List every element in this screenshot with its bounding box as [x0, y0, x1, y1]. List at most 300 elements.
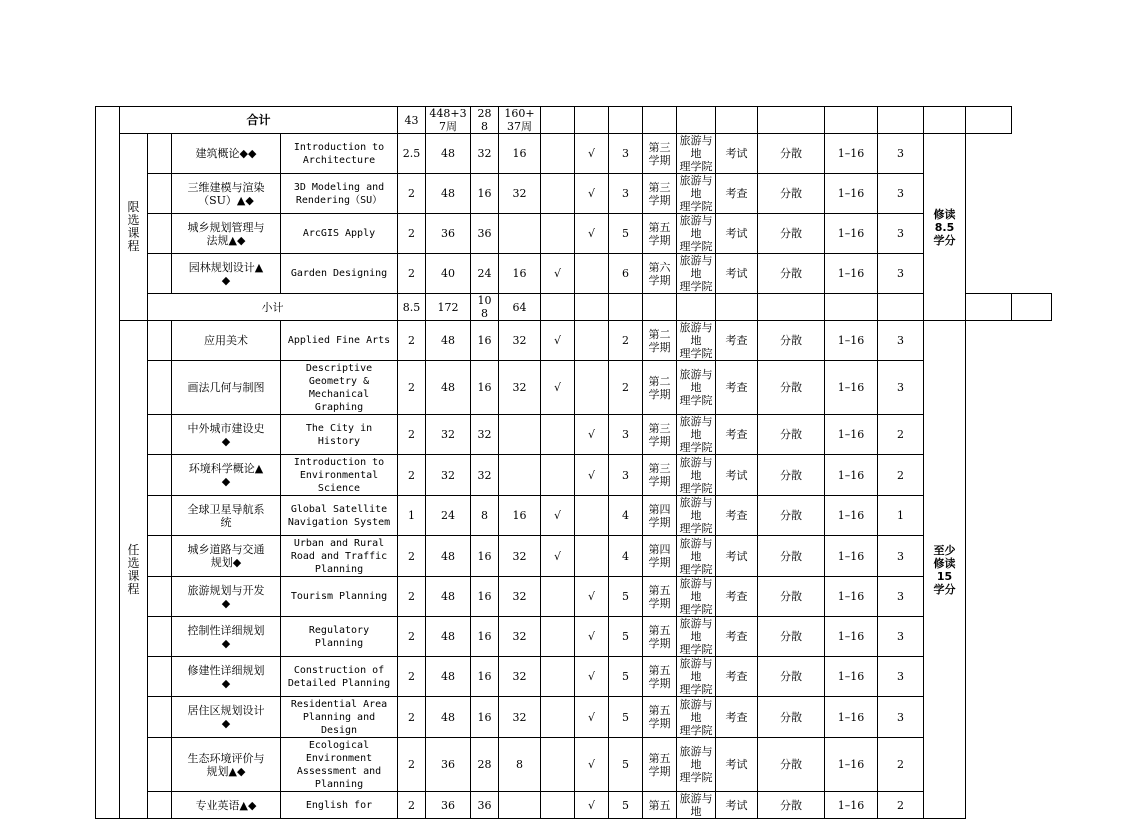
- course-week-count: 3: [878, 577, 924, 617]
- course-assessment: 考试: [716, 134, 758, 174]
- course-term: 第四 学期: [643, 536, 677, 577]
- course-credits: 2: [398, 174, 426, 214]
- empty-cell: [825, 294, 878, 321]
- course-department: 旅游与地 理学院: [677, 496, 716, 536]
- course-assessment: 考查: [716, 174, 758, 214]
- empty-cell: [609, 107, 643, 134]
- course-term: 第三 学期: [643, 174, 677, 214]
- course-name: 修建性详细规划 ◆: [172, 657, 281, 697]
- course-assessment: 考查: [716, 657, 758, 697]
- course-department: 旅游与地 理学院: [677, 697, 716, 738]
- check-mark-1: [541, 792, 575, 819]
- course-row: [96, 536, 1052, 577]
- course-hours: 48: [426, 174, 471, 214]
- course-week-count: 3: [878, 174, 924, 214]
- course-credits: 2: [398, 361, 426, 415]
- course-weekly-hours: 3: [609, 174, 643, 214]
- empty-cell: [609, 294, 643, 321]
- empty-cell: [643, 107, 677, 134]
- curriculum-table: [95, 106, 1052, 819]
- course-practice-hours: 32: [499, 361, 541, 415]
- check-mark-1: [541, 174, 575, 214]
- course-term: 第五: [643, 792, 677, 819]
- course-department: 旅游与地 理学院: [677, 415, 716, 455]
- course-assessment: 考查: [716, 321, 758, 361]
- course-index-cell: [148, 455, 172, 496]
- course-department: 旅游与地 理学院: [677, 657, 716, 697]
- course-hours: 48: [426, 321, 471, 361]
- course-department: 旅游与地 理学院: [677, 134, 716, 174]
- empty-cell: [575, 294, 609, 321]
- course-department: 旅游与地 理学院: [677, 738, 716, 792]
- course-department: 旅游与地 理学院: [677, 536, 716, 577]
- course-assessment: 考试: [716, 536, 758, 577]
- curriculum-sheet: [95, 106, 1052, 819]
- course-assessment: 考查: [716, 577, 758, 617]
- empty-cell: [677, 107, 716, 134]
- course-mode: 分散: [758, 174, 825, 214]
- course-index-cell: [148, 657, 172, 697]
- course-english-name: Urban and Rural Road and Traffic Planning: [281, 536, 398, 577]
- course-hours: 48: [426, 697, 471, 738]
- course-credits: 1: [398, 496, 426, 536]
- course-row: [96, 455, 1052, 496]
- course-week-count: 2: [878, 455, 924, 496]
- course-row: [96, 361, 1052, 415]
- course-assessment: 考查: [716, 496, 758, 536]
- course-week-span: 1–16: [825, 361, 878, 415]
- course-week-span: 1–16: [825, 792, 878, 819]
- course-department: 旅游与地 理学院: [677, 617, 716, 657]
- course-mode: 分散: [758, 792, 825, 819]
- subtotal-row: [96, 294, 1052, 321]
- empty-cell: [758, 107, 825, 134]
- empty-cell: [716, 294, 758, 321]
- course-week-count: 3: [878, 657, 924, 697]
- course-lecture-hours: 16: [471, 321, 499, 361]
- empty-cell: [825, 107, 878, 134]
- course-credits: 2: [398, 738, 426, 792]
- course-name: 建筑概论◆◆: [172, 134, 281, 174]
- course-term: 第五 学期: [643, 697, 677, 738]
- course-mode: 分散: [758, 738, 825, 792]
- course-weekly-hours: 4: [609, 536, 643, 577]
- course-department: 旅游与地 理学院: [677, 321, 716, 361]
- course-english-name: Regulatory Planning: [281, 617, 398, 657]
- course-hours: 40: [426, 254, 471, 294]
- course-mode: 分散: [758, 361, 825, 415]
- course-mode: 分散: [758, 536, 825, 577]
- course-week-count: 3: [878, 254, 924, 294]
- check-mark-2: √: [575, 415, 609, 455]
- empty-cell: [878, 294, 924, 321]
- course-term: 第五 学期: [643, 738, 677, 792]
- course-hours: 48: [426, 361, 471, 415]
- empty-cell: [1012, 294, 1052, 321]
- course-week-count: 3: [878, 361, 924, 415]
- course-lecture-hours: 16: [471, 657, 499, 697]
- course-week-count: 3: [878, 214, 924, 254]
- course-index-cell: [148, 415, 172, 455]
- subtotal-lecture: 10 8: [471, 294, 499, 321]
- course-row: [96, 792, 1052, 819]
- course-assessment: 考试: [716, 254, 758, 294]
- course-mode: 分散: [758, 214, 825, 254]
- course-department: 旅游与地 理学院: [677, 577, 716, 617]
- course-name: 生态环境评价与 规划▲◆: [172, 738, 281, 792]
- course-hours: 24: [426, 496, 471, 536]
- check-mark-1: [541, 697, 575, 738]
- course-assessment: 考试: [716, 455, 758, 496]
- course-week-count: 3: [878, 321, 924, 361]
- course-lecture-hours: 16: [471, 361, 499, 415]
- course-name: 环境科学概论▲ ◆: [172, 455, 281, 496]
- total-lecture: 28 8: [471, 107, 499, 134]
- course-english-name: Global Satellite Navigation System: [281, 496, 398, 536]
- check-mark-1: [541, 415, 575, 455]
- course-credits: 2: [398, 577, 426, 617]
- course-index-cell: [148, 617, 172, 657]
- course-name: 中外城市建设史 ◆: [172, 415, 281, 455]
- check-mark-2: √: [575, 697, 609, 738]
- course-index-cell: [148, 174, 172, 214]
- course-name: 三维建模与渲染 （SU）▲◆: [172, 174, 281, 214]
- course-english-name: Introduction to Environmental Science: [281, 455, 398, 496]
- check-mark-1: [541, 577, 575, 617]
- category-label: 任 选 课 程: [120, 321, 148, 819]
- course-row: [96, 254, 1052, 294]
- course-row: [96, 697, 1052, 738]
- check-mark-2: [575, 254, 609, 294]
- course-english-name: Construction of Detailed Planning: [281, 657, 398, 697]
- check-mark-1: √: [541, 254, 575, 294]
- course-lecture-hours: 32: [471, 134, 499, 174]
- course-week-span: 1–16: [825, 617, 878, 657]
- course-credits: 2: [398, 657, 426, 697]
- course-credits: 2: [398, 697, 426, 738]
- course-week-span: 1–16: [825, 415, 878, 455]
- course-week-count: 3: [878, 697, 924, 738]
- course-practice-hours: 32: [499, 321, 541, 361]
- course-practice-hours: [499, 214, 541, 254]
- course-weekly-hours: 5: [609, 657, 643, 697]
- course-week-span: 1–16: [825, 657, 878, 697]
- course-lecture-hours: 16: [471, 697, 499, 738]
- check-mark-1: [541, 455, 575, 496]
- course-credits: 2: [398, 321, 426, 361]
- course-department: 旅游与地: [677, 792, 716, 819]
- course-week-span: 1–16: [825, 321, 878, 361]
- course-index-cell: [148, 792, 172, 819]
- course-practice-hours: 16: [499, 254, 541, 294]
- course-hours: 32: [426, 415, 471, 455]
- course-lecture-hours: 28: [471, 738, 499, 792]
- course-lecture-hours: 8: [471, 496, 499, 536]
- empty-cell: [716, 107, 758, 134]
- course-index-cell: [148, 254, 172, 294]
- course-weekly-hours: 2: [609, 361, 643, 415]
- course-department: 旅游与地 理学院: [677, 174, 716, 214]
- course-week-span: 1–16: [825, 134, 878, 174]
- course-credits: 2: [398, 792, 426, 819]
- total-label: 合计: [120, 107, 398, 134]
- check-mark-2: [575, 496, 609, 536]
- course-name: 城乡规划管理与 法规▲◆: [172, 214, 281, 254]
- course-practice-hours: 16: [499, 134, 541, 174]
- category-label: 限 选 课 程: [120, 134, 148, 321]
- total-credits: 43: [398, 107, 426, 134]
- course-weekly-hours: 6: [609, 254, 643, 294]
- course-index-cell: [148, 536, 172, 577]
- course-mode: 分散: [758, 415, 825, 455]
- course-row: [96, 321, 1052, 361]
- course-weekly-hours: 5: [609, 617, 643, 657]
- empty-cell: [924, 107, 966, 134]
- total-hours: 448+3 7周: [426, 107, 471, 134]
- course-weekly-hours: 5: [609, 738, 643, 792]
- course-index-cell: [148, 214, 172, 254]
- course-row: [96, 174, 1052, 214]
- check-mark-2: √: [575, 657, 609, 697]
- course-hours: 48: [426, 134, 471, 174]
- course-assessment: 考查: [716, 361, 758, 415]
- course-week-span: 1–16: [825, 577, 878, 617]
- empty-cell: [541, 107, 575, 134]
- course-term: 第二 学期: [643, 361, 677, 415]
- course-week-span: 1–16: [825, 254, 878, 294]
- course-index-cell: [148, 697, 172, 738]
- course-week-span: 1–16: [825, 174, 878, 214]
- check-mark-2: √: [575, 134, 609, 174]
- course-credits: 2: [398, 214, 426, 254]
- course-term: 第六 学期: [643, 254, 677, 294]
- course-week-span: 1–16: [825, 697, 878, 738]
- course-name: 旅游规划与开发 ◆: [172, 577, 281, 617]
- course-week-span: 1–16: [825, 214, 878, 254]
- check-mark-2: √: [575, 455, 609, 496]
- course-row: [96, 738, 1052, 792]
- course-index-cell: [148, 496, 172, 536]
- course-mode: 分散: [758, 617, 825, 657]
- course-row: [96, 577, 1052, 617]
- course-english-name: The City in History: [281, 415, 398, 455]
- course-department: 旅游与地 理学院: [677, 214, 716, 254]
- course-row: [96, 214, 1052, 254]
- course-assessment: 考试: [716, 792, 758, 819]
- total-practice: 160+ 37周: [499, 107, 541, 134]
- course-name: 画法几何与制图: [172, 361, 281, 415]
- course-mode: 分散: [758, 254, 825, 294]
- course-lecture-hours: 16: [471, 174, 499, 214]
- check-mark-2: √: [575, 617, 609, 657]
- course-department: 旅游与地 理学院: [677, 361, 716, 415]
- course-mode: 分散: [758, 496, 825, 536]
- check-mark-1: √: [541, 496, 575, 536]
- check-mark-1: [541, 617, 575, 657]
- course-department: 旅游与地 理学院: [677, 254, 716, 294]
- course-mode: 分散: [758, 455, 825, 496]
- course-row: [96, 496, 1052, 536]
- course-term: 第五 学期: [643, 617, 677, 657]
- check-mark-1: √: [541, 536, 575, 577]
- course-index-cell: [148, 577, 172, 617]
- credit-requirement-note: 至少 修读 15 学分: [924, 321, 966, 819]
- course-mode: 分散: [758, 657, 825, 697]
- course-credits: 2: [398, 536, 426, 577]
- course-english-name: Applied Fine Arts: [281, 321, 398, 361]
- check-mark-2: [575, 361, 609, 415]
- course-row: [96, 657, 1052, 697]
- course-practice-hours: [499, 792, 541, 819]
- course-term: 第二 学期: [643, 321, 677, 361]
- course-hours: 48: [426, 577, 471, 617]
- check-mark-2: [575, 536, 609, 577]
- total-row: [96, 107, 1052, 134]
- credit-requirement-note: 修读 8.5 学分: [924, 134, 966, 321]
- empty-cell: [575, 107, 609, 134]
- course-hours: 36: [426, 738, 471, 792]
- course-lecture-hours: 36: [471, 792, 499, 819]
- course-name: 园林规划设计▲ ◆: [172, 254, 281, 294]
- check-mark-1: √: [541, 361, 575, 415]
- course-practice-hours: 32: [499, 617, 541, 657]
- course-assessment: 考试: [716, 738, 758, 792]
- course-lecture-hours: 24: [471, 254, 499, 294]
- course-row: [96, 134, 1052, 174]
- course-term: 第五 学期: [643, 657, 677, 697]
- course-index-cell: [148, 134, 172, 174]
- course-assessment: 考查: [716, 617, 758, 657]
- course-practice-hours: 8: [499, 738, 541, 792]
- course-weekly-hours: 5: [609, 792, 643, 819]
- empty-cell: [966, 294, 1012, 321]
- course-practice-hours: 16: [499, 496, 541, 536]
- check-mark-2: [575, 321, 609, 361]
- course-lecture-hours: 16: [471, 577, 499, 617]
- course-weekly-hours: 2: [609, 321, 643, 361]
- check-mark-2: √: [575, 792, 609, 819]
- course-index-cell: [148, 321, 172, 361]
- course-weekly-hours: 4: [609, 496, 643, 536]
- course-week-count: 1: [878, 496, 924, 536]
- course-practice-hours: 32: [499, 657, 541, 697]
- course-term: 第五 学期: [643, 214, 677, 254]
- course-practice-hours: [499, 455, 541, 496]
- course-index-cell: [148, 738, 172, 792]
- course-hours: 36: [426, 792, 471, 819]
- course-english-name: Tourism Planning: [281, 577, 398, 617]
- course-week-span: 1–16: [825, 455, 878, 496]
- course-term: 第三 学期: [643, 415, 677, 455]
- course-name: 专业英语▲◆: [172, 792, 281, 819]
- course-english-name: Ecological Environment Assessment and Planning: [281, 738, 398, 792]
- check-mark-2: √: [575, 214, 609, 254]
- course-mode: 分散: [758, 577, 825, 617]
- course-assessment: 考试: [716, 214, 758, 254]
- course-lecture-hours: 32: [471, 415, 499, 455]
- course-credits: 2.5: [398, 134, 426, 174]
- course-week-count: 2: [878, 738, 924, 792]
- course-hours: 36: [426, 214, 471, 254]
- course-english-name: Residential Area Planning and Design: [281, 697, 398, 738]
- course-weekly-hours: 3: [609, 455, 643, 496]
- course-hours: 48: [426, 617, 471, 657]
- check-mark-2: √: [575, 577, 609, 617]
- course-mode: 分散: [758, 321, 825, 361]
- subtotal-credits: 8.5: [398, 294, 426, 321]
- course-practice-hours: 32: [499, 697, 541, 738]
- course-english-name: Garden Designing: [281, 254, 398, 294]
- course-week-count: 2: [878, 415, 924, 455]
- course-lecture-hours: 16: [471, 617, 499, 657]
- course-weekly-hours: 3: [609, 134, 643, 174]
- course-weekly-hours: 3: [609, 415, 643, 455]
- course-name: 全球卫星导航系 统: [172, 496, 281, 536]
- course-mode: 分散: [758, 134, 825, 174]
- course-weekly-hours: 5: [609, 697, 643, 738]
- course-english-name: ArcGIS Apply: [281, 214, 398, 254]
- course-assessment: 考查: [716, 415, 758, 455]
- course-week-count: 3: [878, 617, 924, 657]
- course-english-name: Introduction to Architecture: [281, 134, 398, 174]
- empty-cell: [758, 294, 825, 321]
- course-department: 旅游与地 理学院: [677, 455, 716, 496]
- course-term: 第四 学期: [643, 496, 677, 536]
- course-credits: 2: [398, 617, 426, 657]
- subtotal-hours: 172: [426, 294, 471, 321]
- empty-cell: [677, 294, 716, 321]
- course-assessment: 考查: [716, 697, 758, 738]
- check-mark-1: [541, 214, 575, 254]
- course-name: 应用美术: [172, 321, 281, 361]
- course-english-name: English for: [281, 792, 398, 819]
- course-practice-hours: 32: [499, 577, 541, 617]
- course-practice-hours: 32: [499, 536, 541, 577]
- course-credits: 2: [398, 254, 426, 294]
- course-practice-hours: [499, 415, 541, 455]
- course-week-count: 2: [878, 792, 924, 819]
- course-index-cell: [148, 361, 172, 415]
- course-name: 控制性详细规划 ◆: [172, 617, 281, 657]
- course-lecture-hours: 36: [471, 214, 499, 254]
- course-week-count: 3: [878, 134, 924, 174]
- course-credits: 2: [398, 455, 426, 496]
- course-week-span: 1–16: [825, 738, 878, 792]
- outer-margin-cell: [96, 107, 120, 819]
- course-row: [96, 617, 1052, 657]
- course-english-name: 3D Modeling and Rendering（SU）: [281, 174, 398, 214]
- course-practice-hours: 32: [499, 174, 541, 214]
- check-mark-1: [541, 738, 575, 792]
- course-week-count: 3: [878, 536, 924, 577]
- empty-cell: [541, 294, 575, 321]
- course-name: 居住区规划设计 ◆: [172, 697, 281, 738]
- course-week-span: 1–16: [825, 496, 878, 536]
- empty-cell: [643, 294, 677, 321]
- course-term: 第五 学期: [643, 577, 677, 617]
- check-mark-1: [541, 657, 575, 697]
- course-term: 第三 学期: [643, 134, 677, 174]
- empty-cell: [966, 107, 1012, 134]
- course-english-name: Descriptive Geometry & Mechanical Graphing: [281, 361, 398, 415]
- course-term: 第三 学期: [643, 455, 677, 496]
- course-lecture-hours: 16: [471, 536, 499, 577]
- course-hours: 48: [426, 657, 471, 697]
- check-mark-2: √: [575, 174, 609, 214]
- subtotal-practice: 64: [499, 294, 541, 321]
- course-mode: 分散: [758, 697, 825, 738]
- course-week-span: 1–16: [825, 536, 878, 577]
